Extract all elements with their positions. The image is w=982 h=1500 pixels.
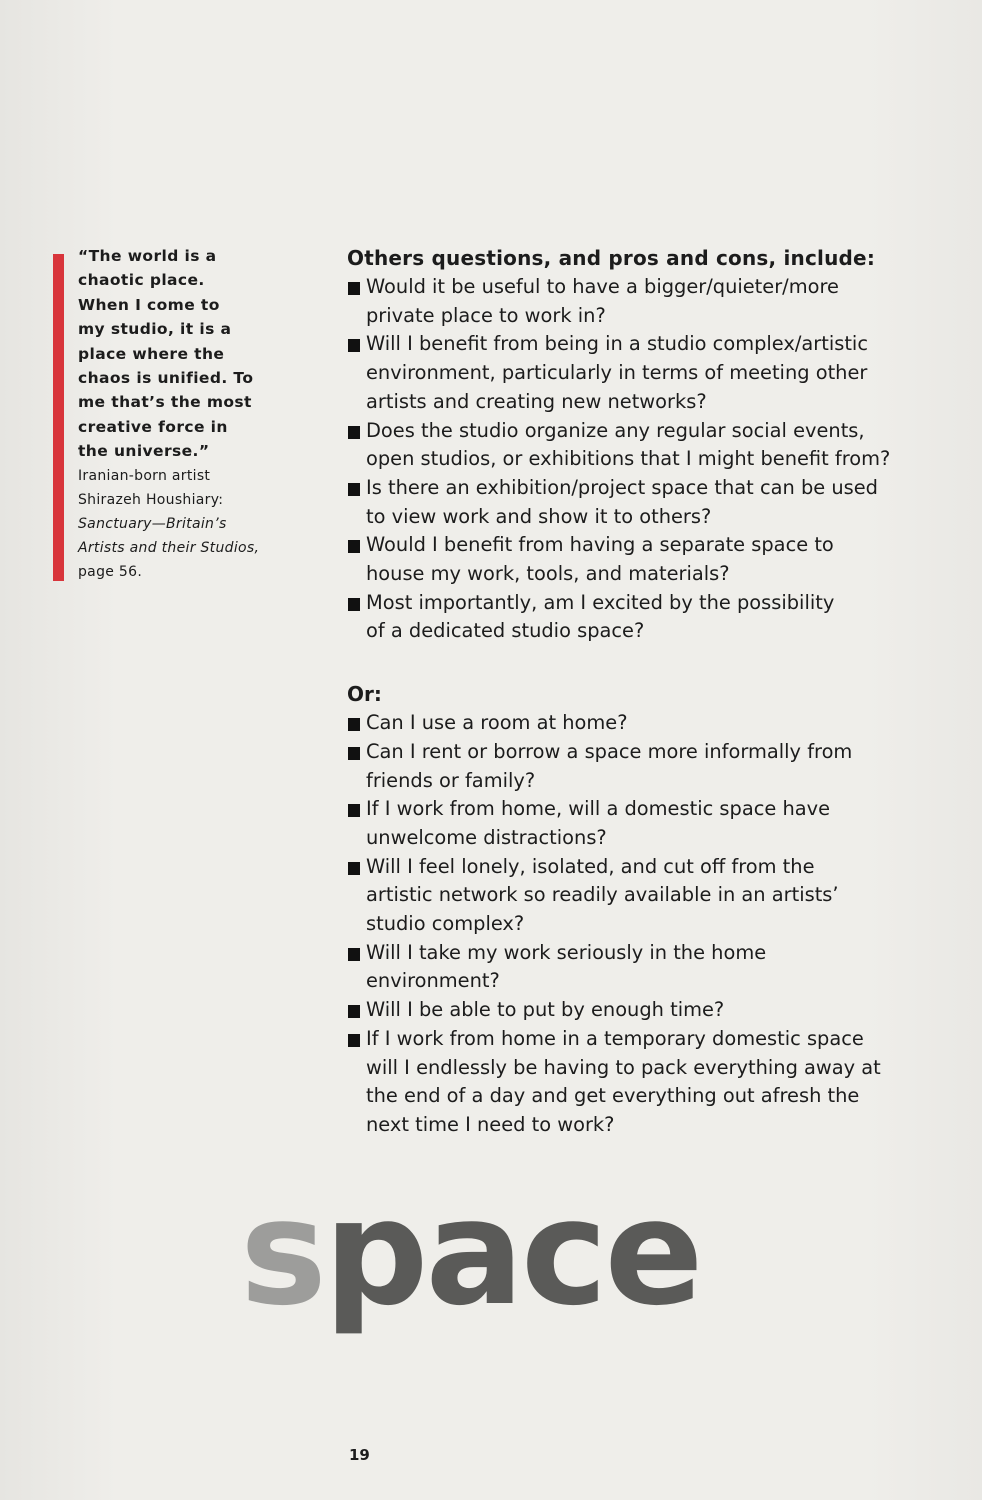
list-item: [347, 531, 927, 588]
chapter-title-word: [240, 1168, 701, 1338]
list-item-text: Can I use a room at home?: [366, 711, 628, 735]
square-bullet-icon: [348, 426, 360, 439]
square-bullet-icon: [348, 1005, 360, 1018]
list-item-text: Will I feel lonely, isolated, and cut off from the artistic network so readily available in an artists’ studio complex?: [366, 854, 839, 936]
list-item-text: Would I benefit from having a separate space to house my work, tools, and materials?: [366, 533, 834, 586]
square-bullet-icon: [348, 598, 360, 611]
attribution-source-title: Sanctuary—Britain’s Artists and their Studios,: [78, 515, 260, 556]
list-item: [347, 853, 927, 939]
square-bullet-icon: [348, 540, 360, 553]
list-item-text: If I work from home in a temporary domestic space will I endlessly be having to pack everything away at the end of a day and get everything out afresh the next time I need to work?: [366, 1026, 881, 1136]
list-item-text: Will I be able to put by enough time?: [366, 998, 725, 1022]
list-item-text: Would it be useful to have a bigger/quieter/more private place to work in?: [366, 275, 839, 327]
list-item: [347, 474, 927, 531]
square-bullet-icon: [348, 1034, 360, 1047]
quote-text: “The world is a chaotic place. When I come to my studio, it is a place where the chaos is unified. To me that’s the most creative force in the universe.”: [78, 247, 254, 461]
section-heading-or: Or:: [347, 682, 382, 707]
square-bullet-icon: [348, 804, 360, 817]
question-list-studio: [347, 273, 927, 646]
list-item-text: Will I benefit from being in a studio complex/artistic environment, particularly in terms of meeting other artists and creating new networks?: [366, 332, 868, 413]
list-item: [347, 939, 927, 996]
square-bullet-icon: [348, 483, 360, 496]
list-item: [347, 996, 927, 1025]
square-bullet-icon: [348, 339, 360, 352]
sidebar-quote: [78, 244, 278, 584]
list-item-text: If I work from home, will a domestic space have unwelcome distractions?: [366, 797, 831, 849]
list-item-text: Most importantly, am I excited by the possibility of a dedicated studio space?: [366, 590, 835, 643]
quote-attribution: [78, 464, 278, 584]
list-item: [347, 738, 927, 795]
list-item: [347, 795, 927, 852]
square-bullet-icon: [348, 282, 360, 295]
title-rest-letters: pace: [323, 1168, 701, 1338]
square-bullet-icon: [348, 862, 360, 875]
list-item: [347, 417, 927, 474]
list-item: [347, 1025, 927, 1140]
list-item-text: Does the studio organize any regular social events, open studios, or exhibitions that I might benefit from?: [366, 418, 891, 471]
title-first-letter: s: [240, 1168, 324, 1338]
list-item-text: Will I take my work seriously in the home environment?: [366, 940, 767, 993]
section-heading-pros-cons: Others questions, and pros and cons, include:: [347, 246, 876, 270]
square-bullet-icon: [348, 747, 360, 760]
square-bullet-icon: [348, 718, 360, 731]
page-number: 19: [349, 1446, 370, 1464]
list-item-text: Is there an exhibition/project space that can be used to view work and show it to others?: [366, 475, 878, 528]
attribution-page: page 56.: [78, 563, 143, 580]
attribution-artist: Iranian-born artist Shirazeh Houshiary:: [78, 467, 224, 508]
list-item: [347, 709, 927, 738]
list-item: [347, 589, 927, 646]
square-bullet-icon: [348, 948, 360, 961]
list-item-text: Can I rent or borrow a space more informally from friends or family?: [366, 739, 853, 792]
quote-accent-bar: [53, 254, 64, 581]
question-list-home: [347, 709, 927, 1140]
list-item: [347, 273, 927, 330]
list-item: [347, 330, 927, 416]
main-column: [347, 243, 927, 1140]
